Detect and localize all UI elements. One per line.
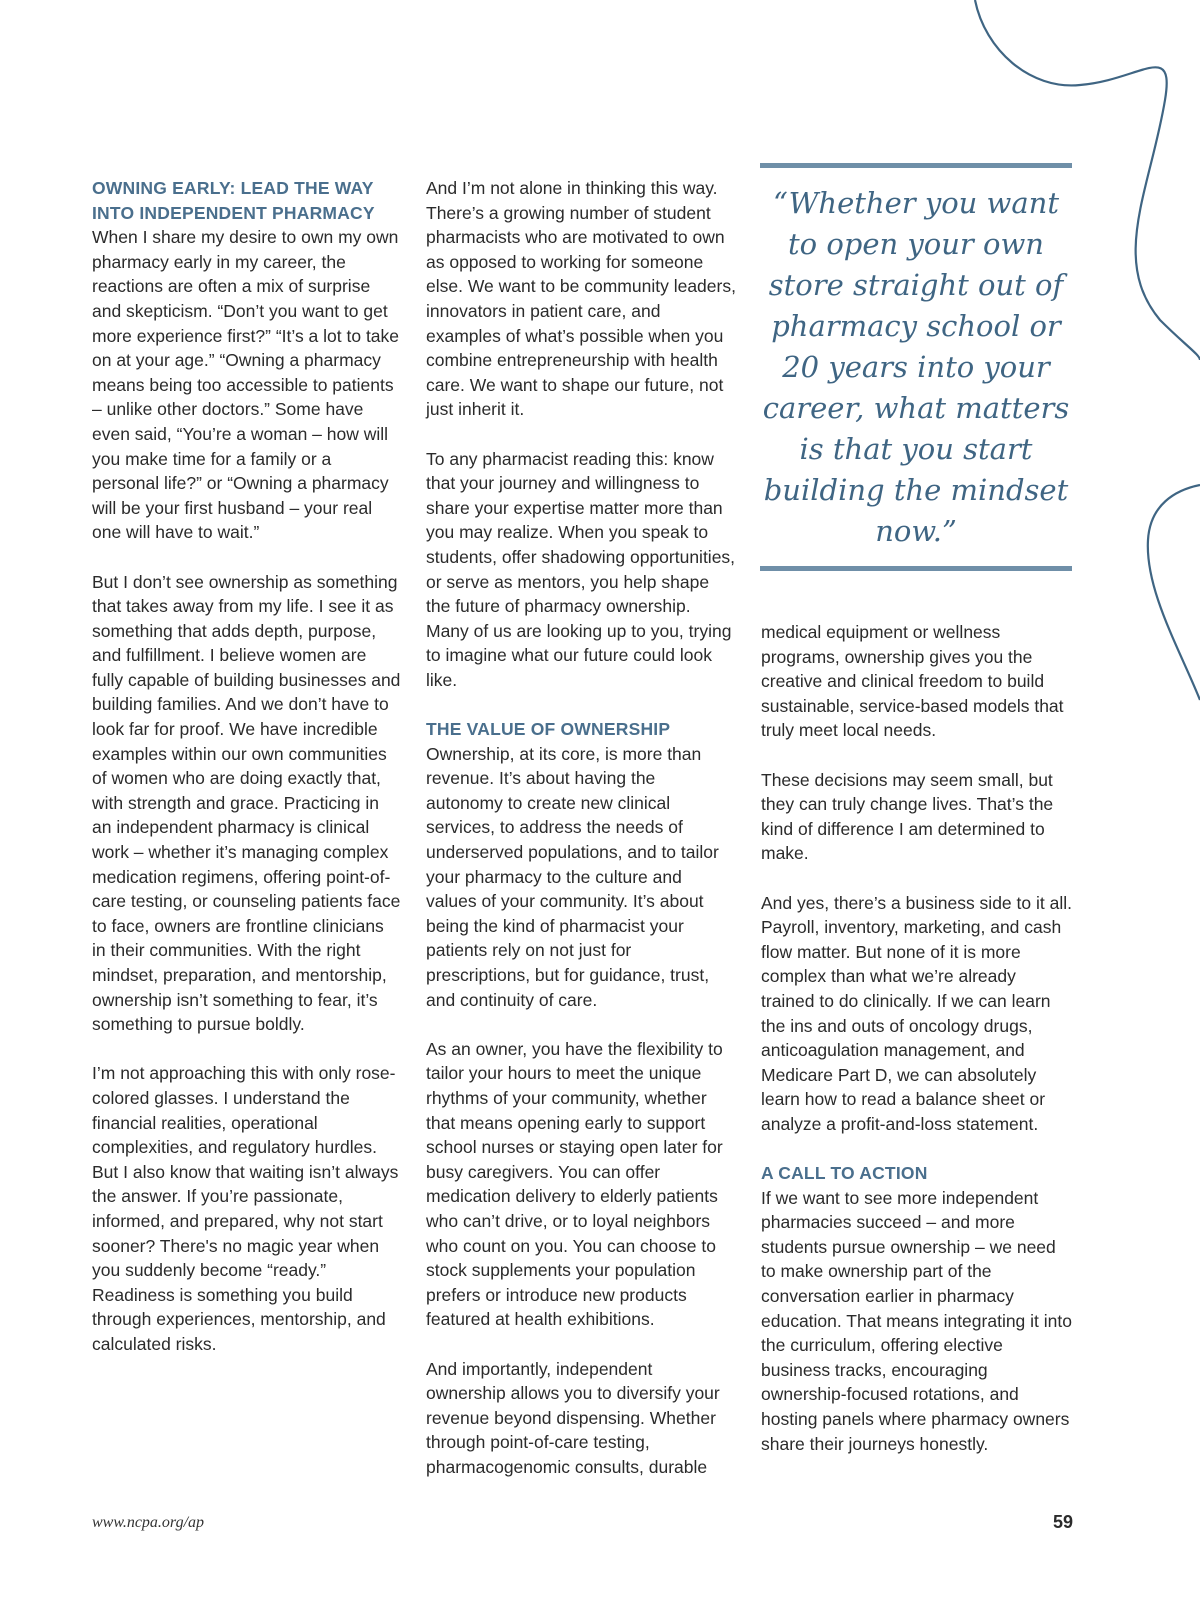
paragraph: But I don’t see ownership as something that takes away from my life. I see it as something that adds depth, purpose, and fulfillment. I believe women are fully capable of building businesses and building families. And we don’t have to look far for proof. We have incredible examples within our own communities of women who are doing exactly that, with strength and grace. Practicing in an independent pharmacy is clinical work – whether it’s managing complex medication regimens, offering point-of-care testing, or counseling patients face to face, owners are frontline clinicians in their communities. With the right mindset, preparation, and mentorship, ownership isn’t something to fear, it’s something to pursue boldly. [92,571,401,1035]
pull-quote-text: “Whether you want to open your own store straight out of pharmacy school or 20 years into your career, what matters is that you start building the mindset now.” [762,186,1070,548]
article-column-1 [92,176,402,1357]
article-column-2 [426,176,736,1479]
footer-url: www.ncpa.org/ap [92,1514,205,1531]
article-column-3 [761,620,1073,1456]
paragraph: As an owner, you have the flexibility to tailor your hours to meet the unique rhythms of your community, whether that means opening early to support school nurses or staying open later for busy caregivers. You can offer medication delivery to elderly patients who can’t drive, or to loyal neighbors who count on you. You can choose to stock supplements your population prefers or introduce new products featured at health exhibitions. [426,1038,723,1330]
paragraph: And I’m not alone in thinking this way. There’s a growing number of student pharmacists who are motivated to own as opposed to working for someone else. We want to be community leaders, innovators in patient care, and examples of what’s possible when you combine entrepreneurship with health care. We want to shape our future, not just inherit it. [426,178,736,420]
paragraph: When I share my desire to own my own pharmacy early in my career, the reactions are often a mix of surprise and skepticism. “Don’t you want to get more experience first?” “It’s a lot to take on at your age.” “Owning a pharmacy means being too accessible to patients – unlike other doctors.” Some have even said, “You’re a woman – how will you make time for a family or a personal life?” or “Owning a pharmacy will be your first husband – your real one will have to wait.” [92,227,400,543]
paragraph: These decisions may seem small, but they can truly change lives. That’s the kind of difference I am determined to make. [761,769,1054,864]
paragraph: To any pharmacist reading this: know that your journey and willingness to share your expertise matter more than you may realize. When you speak to students, offer shadowing opportunities, or serve as mentors, you help shape the future of pharmacy ownership. Many of us are looking up to you, trying to imagine what our future could look like. [426,448,736,690]
paragraph: And yes, there’s a business side to it all. Payroll, inventory, marketing, and cash flow matter. But none of it is more complex than what we’re already trained to do clinically. If we can learn the ins and outs of oncology drugs, anticoagulation management, and Medicare Part D, we can absolutely learn how to read a balance sheet or analyze a profit-and-loss statement. [761,892,1072,1134]
paragraph: I’m not approaching this with only rose-colored glasses. I understand the financial realities, operational complexities, and regulatory hurdles. But I also know that waiting isn’t always the answer. If you’re passionate, informed, and prepared, why not start sooner? There's no magic year when you suddenly become “ready.” Readiness is something you build through experiences, mentorship, and calculated risks. [92,1063,399,1354]
pull-quote [760,163,1072,571]
section-heading-owning-early: OWNING EARLY: LEAD THE WAY INTO INDEPENDENT PHARMACY [92,178,375,223]
page-number: 59 [1052,1512,1073,1532]
paragraph: If we want to see more independent pharmacies succeed – and more students pursue ownership – we need to make ownership part of the conversation earlier in pharmacy education. That means integrating it into the curriculum, offering elective business tracks, encouraging ownership-focused rotations, and hosting panels where pharmacy owners share their journeys honestly. [761,1187,1072,1454]
paragraph: And importantly, independent ownership allows you to diversify your revenue beyond dispensing. Whether through point-of-care testing, pharmacogenomic consults, durable [426,1358,720,1477]
pull-quote-top-rule [760,163,1072,168]
paragraph: medical equipment or wellness programs, ownership gives you the creative and clinical freedom to build sustainable, service-based models that truly meet local needs. [761,622,1064,741]
pull-quote-bottom-rule [760,566,1072,571]
section-heading-call-to-action: A CALL TO ACTION [761,1163,928,1184]
paragraph: Ownership, at its core, is more than revenue. It’s about having the autonomy to create new clinical services, to address the needs of underserved populations, and to tailor your pharmacy to the culture and values of your community. It’s about being the kind of pharmacist your patients rely on not just for prescriptions, but for guidance, trust, and continuity of care. [426,743,719,1010]
section-heading-value-of-ownership: THE VALUE OF OWNERSHIP [426,719,671,740]
